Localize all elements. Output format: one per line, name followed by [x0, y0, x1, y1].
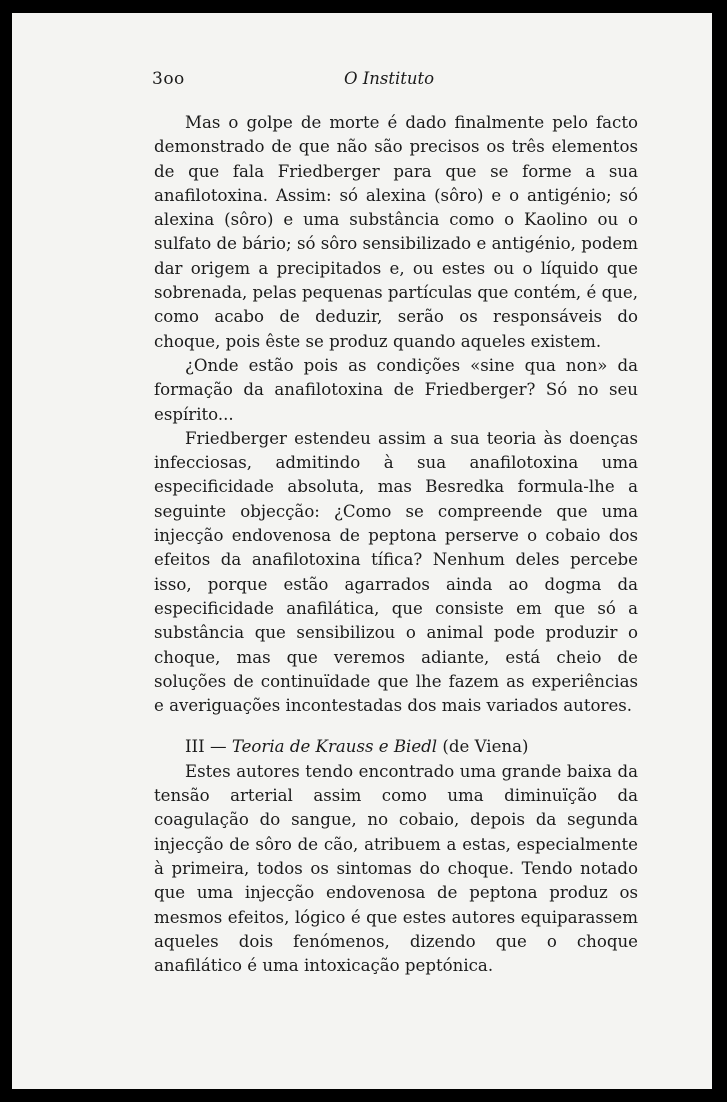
- body-text: [154, 111, 638, 978]
- paragraph-2: ¿Onde estão pois as condições «sine qua non» da formação da anafilotoxina de Friedberger? Só no seu espírito...: [154, 355, 638, 424]
- book-page: [12, 13, 712, 1089]
- paragraph-1: Mas o golpe de morte é dado finalmente pelo facto demonstrado de que não são precisos os três elementos de que fala Friedberger para que se forme a sua anafilotoxina. Assim: só alexina (sôro) e o antigénio; só alexina (sôro) e uma substância como o Kaolino ou o sulfato de bário; só sôro sensibilizado e antigénio, podem dar origem a precipitados e, ou estes ou o líquido que sobrenada, pelas pequenas partículas que contém, é que, como acabo de deduzir, serão os responsáveis do choque, pois êste se produz quando aqueles existem.: [154, 113, 638, 351]
- paragraph-4: Estes autores tendo encontrado uma grande baixa da tensão arterial assim como uma diminuïção da coagulação do sangue, no cobaio, depois da segunda injecção de sôro de cão, atribuem a estas, especialmente à primeira, todos os sintomas do choque. Tendo notado que uma injecção endovenosa de peptona produz os mesmos efeitos, lógico é que estes autores equiparassem aqueles dois fenómenos, dizendo que o choque anafilático é uma intoxicação peptónica.: [154, 761, 638, 976]
- section-location: (de Viena): [437, 737, 529, 757]
- section-title: Teoria de Krauss e Biedl: [231, 737, 438, 757]
- section-dash: —: [204, 737, 232, 757]
- page-number: 3oo: [152, 69, 185, 89]
- running-title: O Instituto: [344, 69, 435, 88]
- page-header: [152, 69, 632, 95]
- section-numeral: III: [185, 737, 205, 757]
- section-heading: [154, 735, 638, 759]
- paragraph-3: Friedberger estendeu assim a sua teoria às doenças infecciosas, admitindo à sua anafilotoxina uma especificidade absoluta, mas Besredka formula-lhe a seguinte objecção: ¿Como se compreende que uma injecção endovenosa de peptona perserve o cobaio dos efeitos da anafilotoxina tífica? Nenhum deles percebe isso, porque estão agarrados ainda ao dogma da especificidade anafilática, que consiste em que só a substância que sensibilizou o animal pode produzir o choque, mas que veremos adiante, está cheio de soluções de continuïdade que lhe fazem as experiências e averiguações incontestadas dos mais variados autores.: [154, 428, 638, 716]
